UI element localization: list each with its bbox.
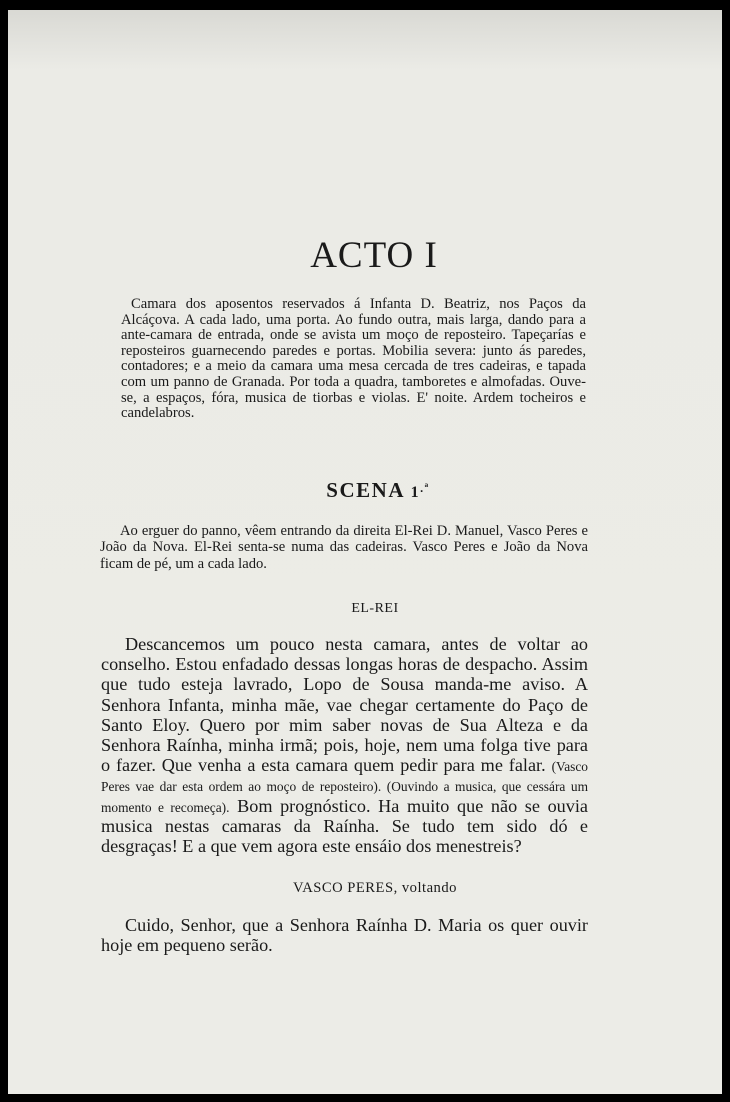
act-title: ACTO I — [310, 235, 438, 276]
speaker-el-rei: EL-REI — [351, 601, 399, 616]
speech-vasco-peres: Cuido, Senhor, que a Senhora Raínha D. Maria os quer ouvir hoje em pequeno serão. — [101, 915, 588, 956]
speaker-vasco-peres: VASCO PERES, voltando — [293, 880, 457, 896]
scene-opening-directions: Ao erguer do panno, vêem entrando da direita El-Rei D. Manuel, Vasco Peres e João da Nova. El-Rei senta-se numa das cadeiras. Vasco Peres e João da Nova ficam de pé, um a cada lado. — [100, 523, 588, 572]
stage-directions: Camara dos aposentos reservados á Infanta D. Beatriz, nos Paços da Alcáçova. A cada lado, uma porta. Ao fundo outra, mais larga, dando para a ante-camara de entrada, onde se avista um moço de reposteiro. Tapeçarías e reposteiros guarnecendo paredes e portas. Mobilia severa: junto ás paredes, contadores; e a meio da camara uma mesa cercada de tres cadeiras, e tapada com um panno de Granada. Por toda a quadra, tamboretes e almofadas. Ouve-se, a espaços, fóra, musica de tiorbas e violas. E' noite. Ardem tocheiros e candelabros. — [121, 296, 586, 422]
speech-el-rei-part2: Bom prognóstico. Ha muito que não se ouvia musica nestas camaras da Raínha. Se tudo tem sido dó e desgraças! E a que vem agora este ensáio dos menestreis? — [101, 795, 588, 857]
scene-title — [8, 478, 722, 503]
inline-stage-direction: (Vasco Peres vae dar esta ordem ao moço de reposteiro). (Ouvindo a musica, que cessára um momento e recomeça). — [101, 759, 588, 815]
document-page — [8, 10, 722, 1094]
scene-suffix: .ª — [420, 481, 430, 495]
speech-el-rei-part1: Descancemos um pouco nesta camara, antes de voltar ao conselho. Estou enfadado dessas longas horas de despacho. Assim que tudo esteja lavrado, Lopo de Sousa manda-me aviso. A Senhora Infanta, minha mãe, vae chegar certamente do Paço de Santo Eloy. Quero por mim saber novas de Sua Alteza e da Senhora Raínha, minha irmã; pois, hoje, nem uma folga tive para o fazer. Que venha a esta camara quem pedir para me falar. — [101, 634, 588, 776]
scene-label: SCENA — [326, 478, 404, 502]
scene-number: 1 — [410, 484, 421, 501]
speech-el-rei — [101, 634, 588, 856]
